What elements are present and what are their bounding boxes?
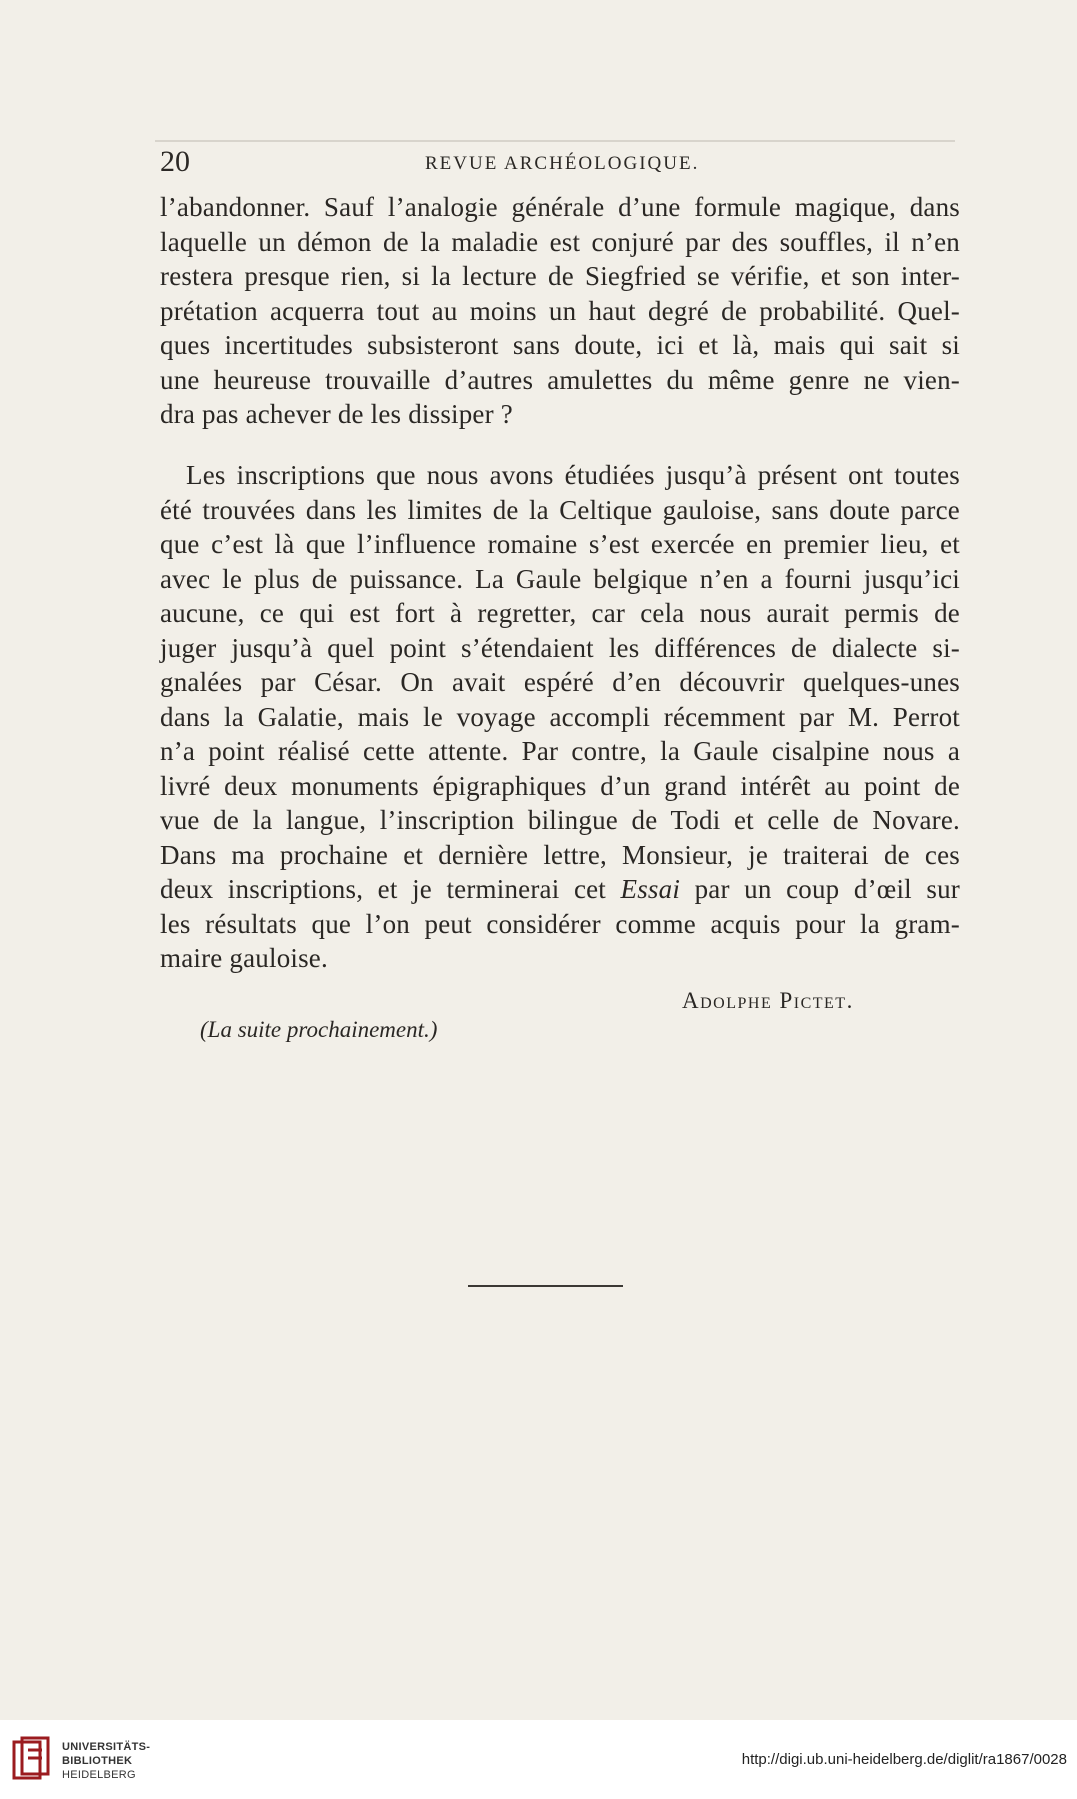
- page-number: 20: [160, 145, 190, 178]
- continuation-note: (La suite prochainement.): [200, 1017, 438, 1042]
- paragraph-1: [160, 190, 960, 432]
- library-name[interactable]: [62, 1740, 150, 1782]
- permalink-url[interactable]: http://digi.ub.uni-heidelberg.de/diglit/ra1867/0028: [741, 1751, 1067, 1768]
- text-line: maire gauloise.: [160, 943, 328, 973]
- library-name-line: BIBLIOTHEK: [62, 1755, 133, 1767]
- page-header: [160, 142, 950, 182]
- library-logo-icon[interactable]: [12, 1736, 56, 1784]
- text-line: dra pas achever de les dissiper ?: [160, 399, 513, 429]
- bleed-through-decoration: [160, 1100, 960, 1300]
- text-line: n’a point réalisé cette attente. Par contre, la Gaule cisalpine nous a: [160, 736, 960, 766]
- text-line: juger jusqu’à quel point s’étendaient les différences de dialecte si-: [160, 632, 960, 663]
- text-line: laquelle un démon de la maladie est conjuré par des souffles, il n’en: [160, 226, 960, 257]
- viewer-footer: [0, 1720, 1077, 1799]
- text-line: que c’est là que l’influence romaine s’est exercée en premier lieu, et: [160, 529, 960, 559]
- italic-term: Essai: [620, 874, 681, 904]
- text-line: Les inscriptions que nous avons étudiées jusqu’à présent ont toutes: [186, 460, 960, 490]
- text-line: été trouvées dans les limites de la Celtique gauloise, sans doute parce: [160, 494, 960, 525]
- text-line: deux inscriptions, et je terminerai cet Essai par un coup d’œil sur: [160, 874, 960, 904]
- author-signature: Adolphe Pictet.: [682, 988, 854, 1013]
- text-line: restera presque rien, si la lecture de Siegfried se vérifie, et son inter-: [160, 261, 960, 291]
- library-name-line: UNIVERSITÄTS-: [62, 1741, 151, 1753]
- text-line: gnalées par César. On avait espéré d’en découvrir quelques-unes: [160, 667, 960, 697]
- text-line: avec le plus de puissance. La Gaule belgique n’en a fourni jusqu’ici: [160, 563, 960, 594]
- text-line: dans la Galatie, mais le voyage accompli récemment par M. Perrot: [160, 701, 960, 732]
- text-line: l’abandonner. Sauf l’analogie générale d’une formule magique, dans: [160, 192, 960, 222]
- text-line: Dans ma prochaine et dernière lettre, Monsieur, je traiterai de ces: [160, 839, 960, 870]
- text-line: livré deux monuments épigraphiques d’un grand intérêt au point de: [160, 770, 960, 801]
- text-line: ques incertitudes subsisteront sans doute, ici et là, mais qui sait si: [160, 330, 960, 360]
- running-head: REVUE ARCHÉOLOGIQUE.: [425, 153, 700, 174]
- text-line: les résultats que l’on peut considérer comme acquis pour la gram-: [160, 908, 960, 939]
- text-line: aucune, ce qui est fort à regretter, car cela nous aurait permis de: [160, 598, 960, 628]
- text-line: vue de la langue, l’inscription bilingue de Todi et celle de Novare.: [160, 805, 960, 835]
- text-line: prétation acquerra tout au moins un haut degré de probabilité. Quel-: [160, 295, 960, 326]
- text-line: une heureuse trouvaille d’autres amulettes du même genre ne vien-: [160, 364, 960, 395]
- end-rule: [468, 1285, 623, 1287]
- library-name-line: HEIDELBERG: [62, 1769, 136, 1781]
- paragraph-2: [160, 458, 960, 976]
